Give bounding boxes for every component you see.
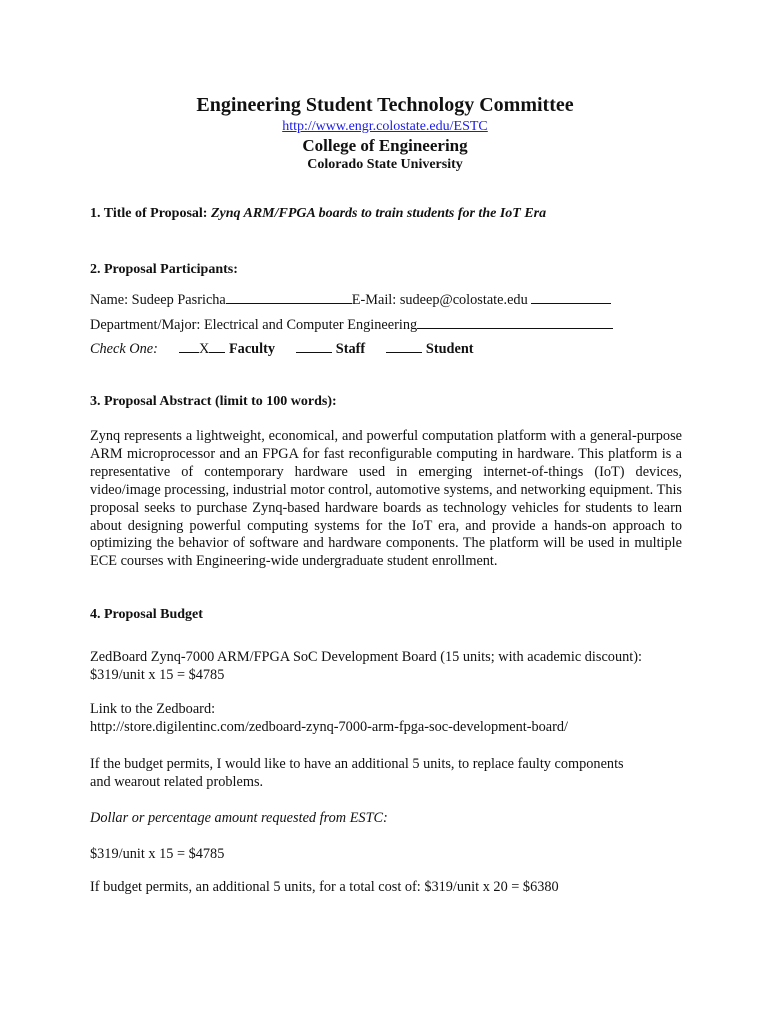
- faculty-blank-before: [179, 339, 199, 353]
- faculty-label: Faculty: [228, 341, 276, 357]
- department-blank-line: [417, 315, 613, 329]
- abstract-paragraph: Zynq represents a lightweight, economical, and powerful computation platform with a general-purpose ARM microprocessor and an FPGA for fast reconfigurable computing in hardware. This platform is a representative of contemporary hardware used in emerging internet-of-things (IoT) devices, video/image processing, industrial motor control, automotive systems, and networking equipment. This proposal seeks to purchase Zynq-based hardware boards as technology vehicles for students to learn about designing powerful computing systems for the IoT era, and provide a hands-on approach to optimizing the behavior of software and hardware components. The platform will be used in multiple ECE courses with Engineering-wide undergraduate student enrollment.: [90, 428, 682, 570]
- participant-department: Department/Major: Electrical and Computer Engineering: [90, 317, 418, 333]
- name-blank-line: [226, 290, 352, 304]
- proposal-title-value: Zynq ARM/FPGA boards to train students for the IoT Era: [210, 206, 547, 221]
- department-row: [90, 315, 613, 334]
- proposal-title-label: 1. Title of Proposal:: [90, 206, 208, 221]
- abstract-heading: 3. Proposal Abstract (limit to 100 words):: [90, 394, 337, 409]
- participant-name: Name: Sudeep Pasricha: [90, 292, 226, 308]
- budget-board-item: [90, 649, 690, 685]
- committee-title: Engineering Student Technology Committee: [196, 94, 574, 116]
- participant-name-row: [90, 290, 611, 309]
- staff-label: Staff: [335, 341, 366, 357]
- budget-heading: 4. Proposal Budget: [90, 607, 203, 622]
- check-one-label: Check One:: [90, 341, 158, 357]
- total-cost-line: If budget permits, an additional 5 units, for a total cost of: $319/unit x 20 = $6380: [90, 879, 559, 895]
- student-blank: [386, 339, 422, 353]
- college-name: College of Engineering: [302, 136, 468, 155]
- committee-url-link[interactable]: http://www.engr.colostate.edu/ESTC: [282, 119, 488, 134]
- amount-requested-label: [90, 810, 388, 827]
- amount-requested-value: $319/unit x 15 = $4785: [90, 846, 225, 862]
- extra-units-line-1: If the budget permits, I would like to have an additional 5 units, to replace faulty components: [90, 756, 624, 772]
- budget-board-description: ZedBoard Zynq-7000 ARM/FPGA SoC Development Board (15 units; with academic discount):: [90, 649, 642, 665]
- email-blank-line: [531, 290, 611, 304]
- university-name: Colorado State University: [307, 157, 463, 172]
- proposal-title-row: [90, 206, 546, 222]
- zedboard-link-block: [90, 701, 690, 737]
- staff-blank: [296, 339, 332, 353]
- role-check-row: [90, 339, 474, 358]
- amount-requested-label-text: Dollar or percentage amount requested from ESTC:: [90, 810, 388, 826]
- faculty-check-mark: X: [199, 341, 210, 357]
- zedboard-link-label: Link to the Zedboard:: [90, 701, 216, 717]
- participant-email: E-Mail: sudeep@colostate.edu: [351, 292, 528, 308]
- extra-units-line-2: and wearout related problems.: [90, 773, 264, 790]
- faculty-blank-after: [209, 339, 225, 353]
- participants-heading: 2. Proposal Participants:: [90, 262, 238, 277]
- zedboard-link-url[interactable]: http://store.digilentinc.com/zedboard-zynq-7000-arm-fpga-soc-development-board/: [90, 718, 568, 735]
- budget-board-cost: $319/unit x 15 = $4785: [90, 666, 225, 683]
- student-label: Student: [425, 341, 474, 357]
- extra-units-note: [90, 756, 690, 792]
